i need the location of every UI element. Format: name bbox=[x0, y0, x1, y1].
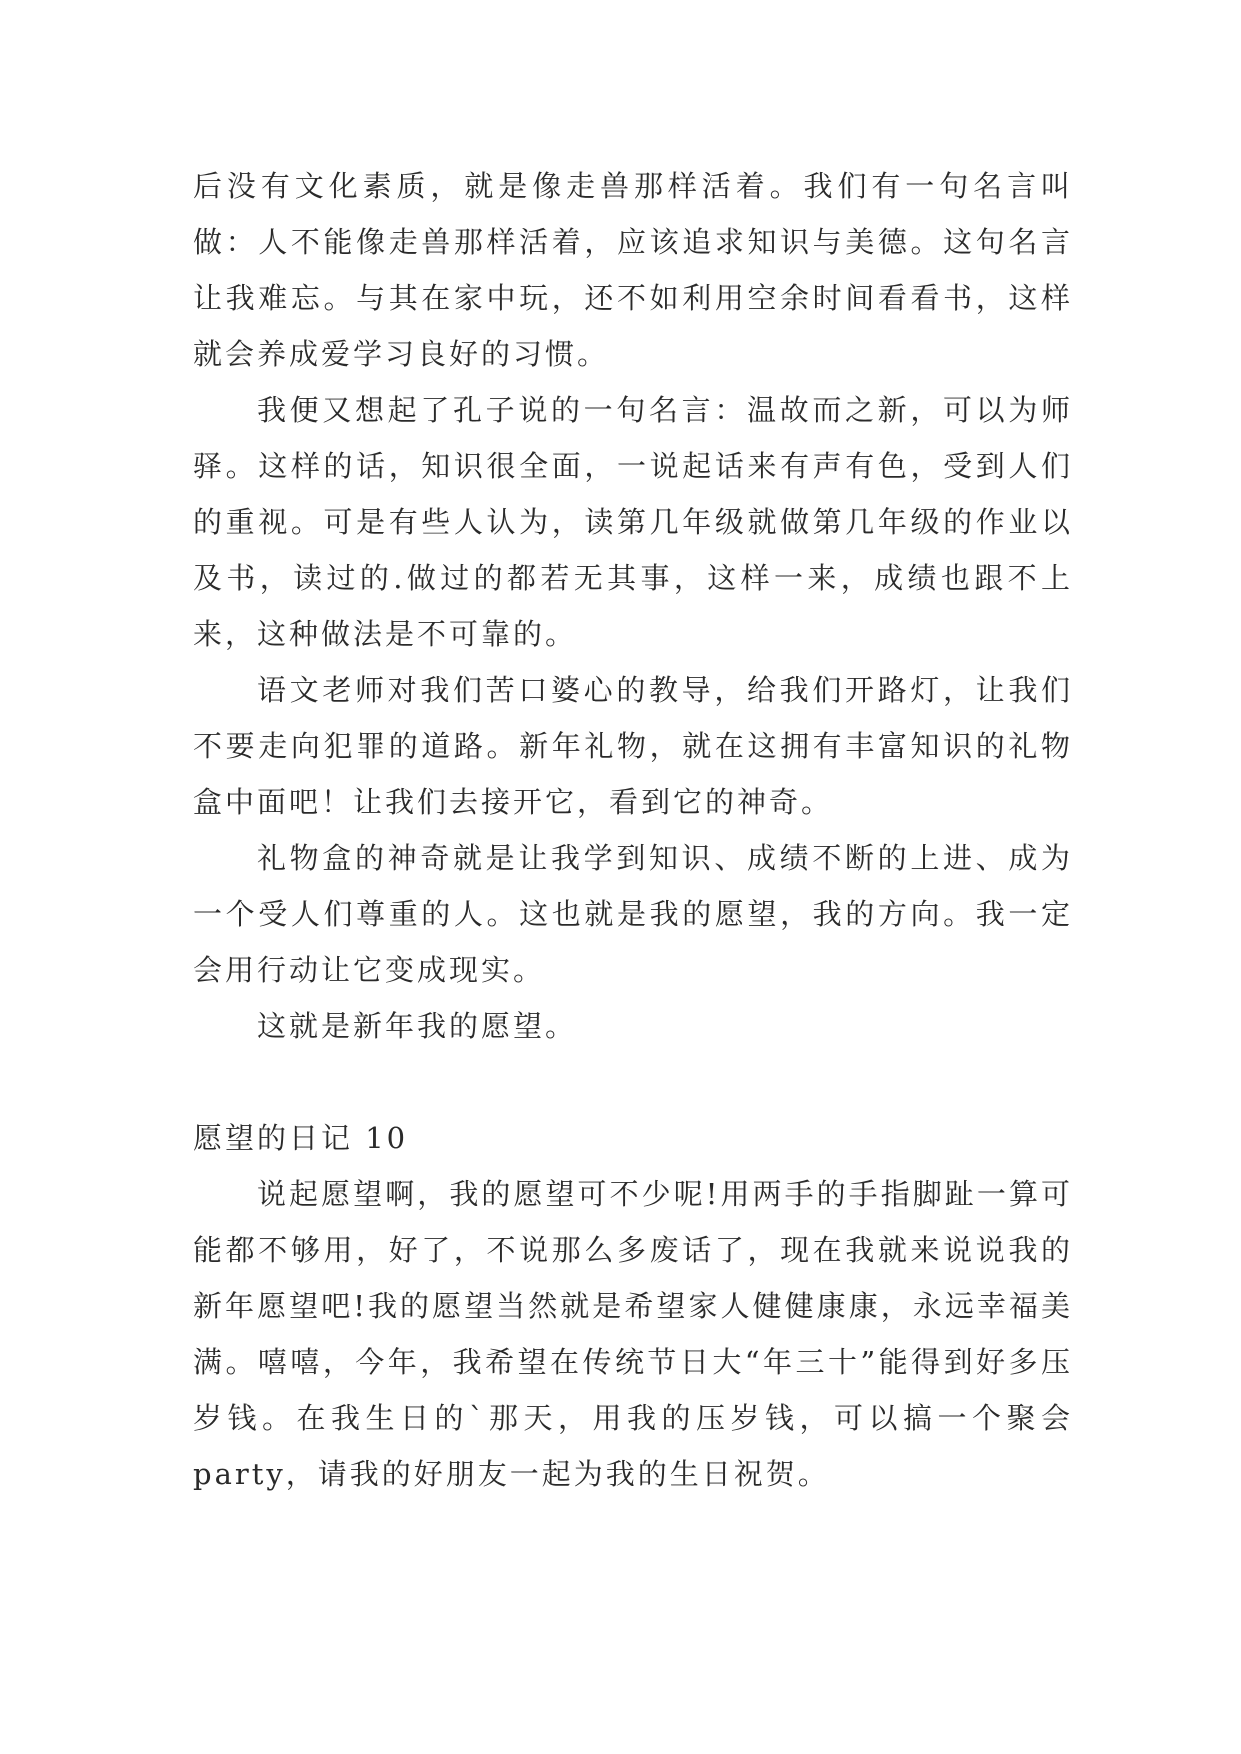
document-body bbox=[193, 158, 1073, 1502]
paragraph: 礼物盒的神奇就是让我学到知识、成绩不断的上进、成为一个受人们尊重的人。这也就是我的愿望，我的方向。我一定会用行动让它变成现实。 bbox=[193, 841, 1073, 987]
paragraph: 后没有文化素质，就是像走兽那样活着。我们有一句名言叫做：人不能像走兽那样活着，应该追求知识与美德。这句名言让我难忘。与其在家中玩，还不如利用空余时间看看书，这样就会养成爱学习良好的习惯。 bbox=[193, 169, 1073, 371]
paragraph: 语文老师对我们苦口婆心的教导，给我们开路灯，让我们不要走向犯罪的道路。新年礼物，就在这拥有丰富知识的礼物盒中面吧！让我们去接开它，看到它的神奇。 bbox=[193, 673, 1073, 819]
paragraph: 我便又想起了孔子说的一句名言：温故而之新，可以为师驿。这样的话，知识很全面，一说起话来有声有色，受到人们的重视。可是有些人认为，读第几年级就做第几年级的作业以及书，读过的.做过的都若无其事，这样一来，成绩也跟不上来，这种做法是不可靠的。 bbox=[193, 393, 1073, 651]
section-title: 愿望的日记 10 bbox=[193, 1121, 409, 1155]
paragraph: 这就是新年我的愿望。 bbox=[257, 1009, 578, 1043]
paragraph: 说起愿望啊，我的愿望可不少呢!用两手的手指脚趾一算可能都不够用，好了，不说那么多废话了，现在我就来说说我的新年愿望吧!我的愿望当然就是希望家人健健康康，永远幸福美满。嘻嘻，今年，我希望在传统节日大“年三十”能得到好多压岁钱。在我生日的`那天，用我的压岁钱，可以搞一个聚会 party，请我的好朋友一起为我的生日祝贺。 bbox=[193, 1177, 1073, 1491]
